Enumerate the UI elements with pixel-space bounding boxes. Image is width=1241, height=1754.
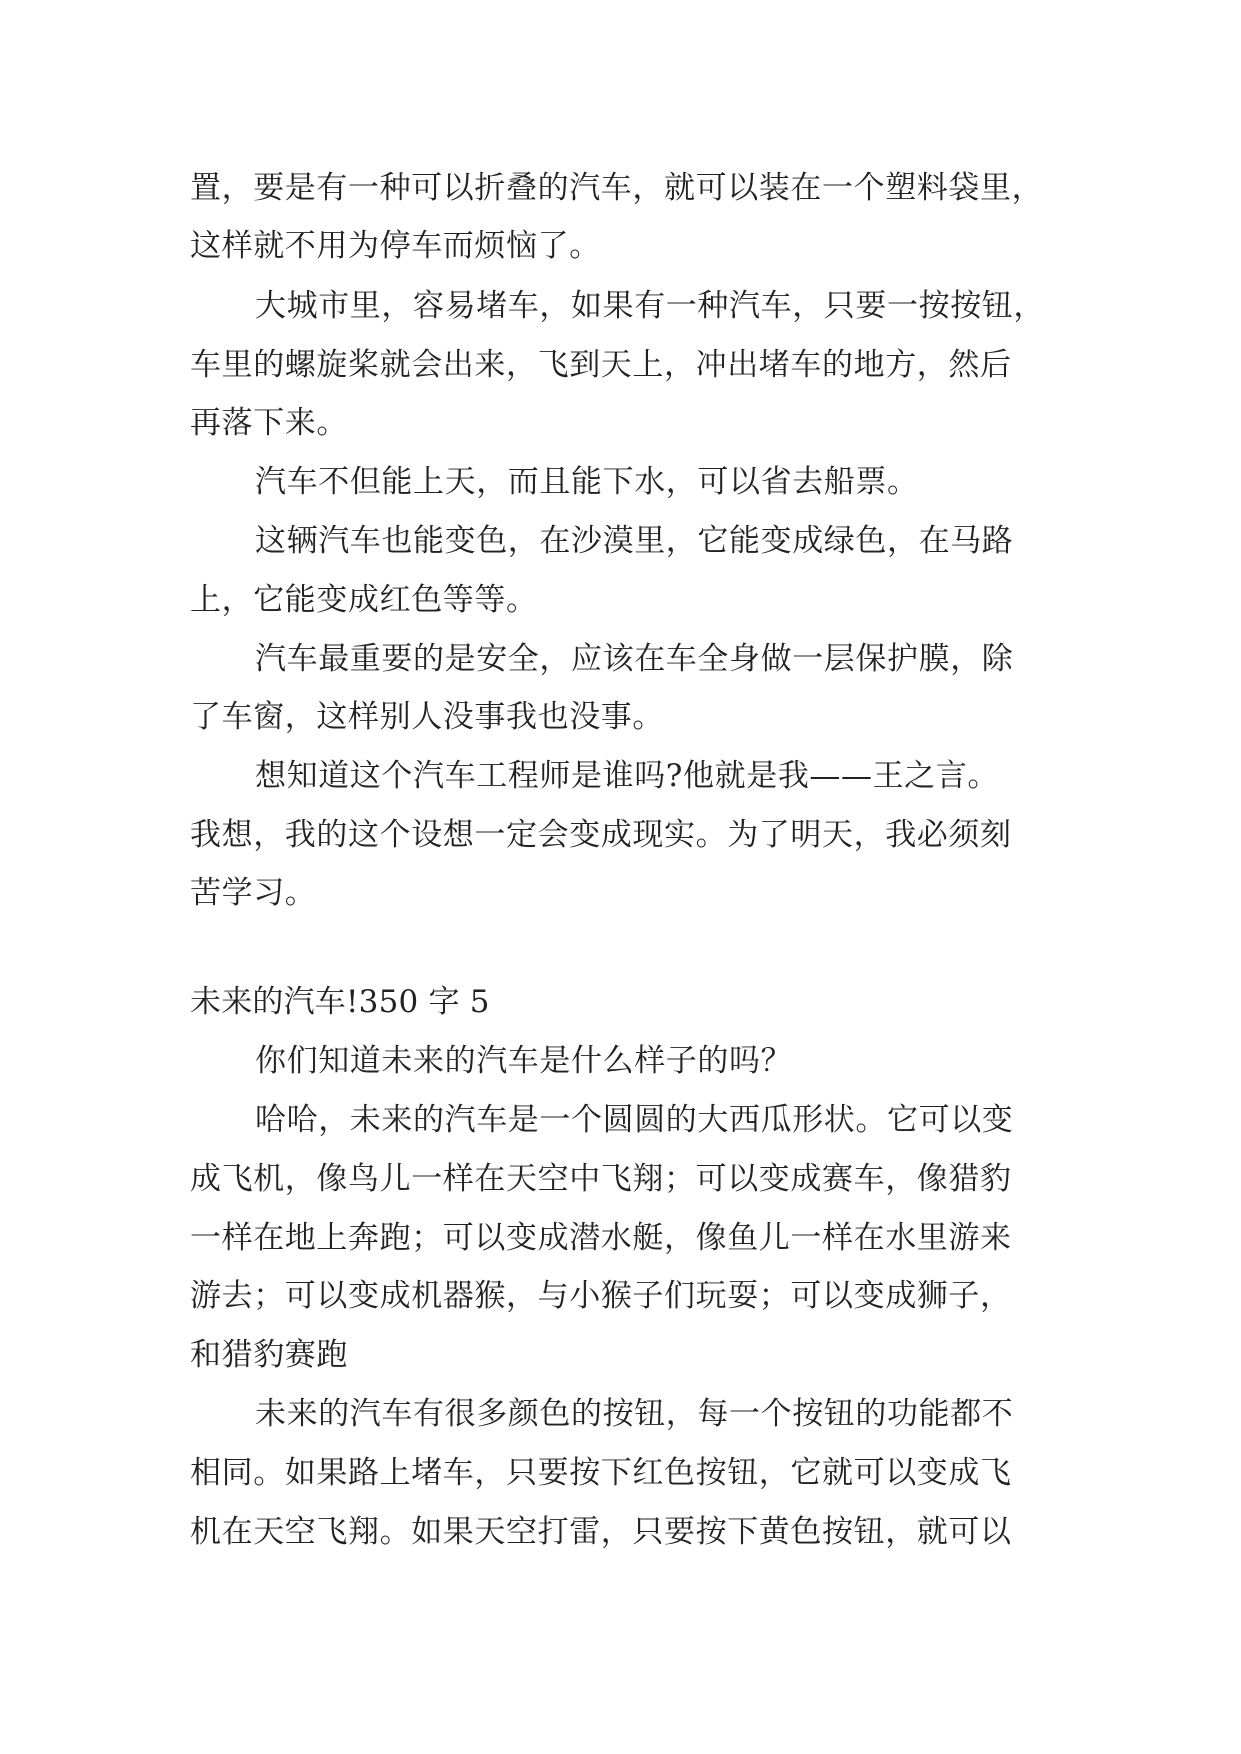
text-line: 机在天空飞翔。如果天空打雷，只要按下黄色按钮，就可以 bbox=[190, 1514, 1012, 1550]
paragraph-start-line: 汽车不但能上天，而且能下水，可以省去船票。 bbox=[255, 464, 919, 500]
paragraph-start-line: 想知道这个汽车工程师是谁吗?他就是我——王之言。 bbox=[255, 758, 1000, 794]
paragraph-start-line: 汽车最重要的是安全，应该在车全身做一层保护膜，除 bbox=[255, 641, 1014, 677]
paragraph-start-line: 未来的汽车有很多颜色的按钮，每一个按钮的功能都不 bbox=[255, 1396, 1014, 1432]
section-heading: 未来的汽车!350 字 5 bbox=[190, 984, 490, 1020]
text-line: 车里的螺旋桨就会出来，飞到天上，冲出堵车的地方，然后 bbox=[190, 347, 1012, 383]
text-line: 了车窗，这样别人没事我也没事。 bbox=[190, 699, 664, 735]
text-line: 这样就不用为停车而烦恼了。 bbox=[190, 228, 601, 264]
text-line: 我想，我的这个设想一定会变成现实。为了明天，我必须刻 bbox=[190, 817, 1012, 853]
text-line: 上，它能变成红色等等。 bbox=[190, 582, 538, 618]
text-line: 再落下来。 bbox=[190, 405, 348, 441]
text-line: 置，要是有一种可以折叠的汽车，就可以装在一个塑料袋里， bbox=[190, 170, 1044, 206]
text-line: 相同。如果路上堵车，只要按下红色按钮，它就可以变成飞 bbox=[190, 1455, 1012, 1491]
text-line: 成飞机，像鸟儿一样在天空中飞翔；可以变成赛车，像猎豹 bbox=[190, 1161, 1012, 1197]
text-line: 一样在地上奔跑；可以变成潜水艇，像鱼儿一样在水里游来 bbox=[190, 1220, 1012, 1256]
text-line: 游去；可以变成机器猴，与小猴子们玩耍；可以变成狮子， bbox=[190, 1278, 1012, 1314]
paragraph-start-line: 哈哈，未来的汽车是一个圆圆的大西瓜形状。它可以变 bbox=[255, 1102, 1014, 1138]
text-line: 和猎豹赛跑 bbox=[190, 1337, 348, 1373]
text-line: 苦学习。 bbox=[190, 875, 317, 911]
paragraph-start-line: 大城市里，容易堵车，如果有一种汽车，只要一按按钮， bbox=[255, 288, 1045, 324]
paragraph-start-line: 你们知道未来的汽车是什么样子的吗？ bbox=[255, 1043, 793, 1079]
paragraph-start-line: 这辆汽车也能变色，在沙漠里，它能变成绿色，在马路 bbox=[255, 523, 1014, 559]
